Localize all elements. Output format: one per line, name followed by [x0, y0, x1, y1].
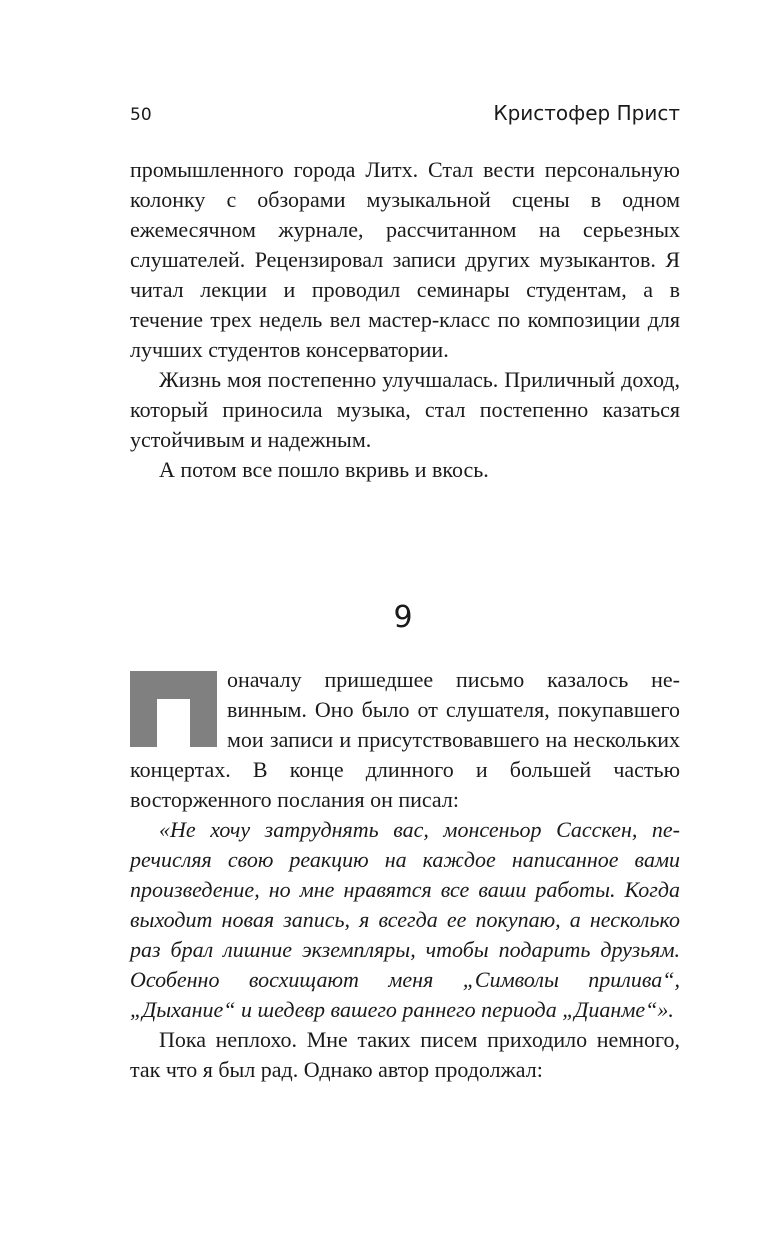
running-head-author: Кристофер Прист: [493, 101, 680, 125]
quoted-letter: «Не хочу затруднять вас, монсеньор Сасскен, перечисляя свою реакцию на каждое написанное вами произведение, но мне нравятся все ваши работы. Когда выходит новая запись, я всегда ее покупаю, а несколько раз брал лишние экземпляры, чтобы подарить друзьям. Особенно восхищают меня „Символы прилива“, „Дыхание“ и шедевр вашего раннего периода „Дианме“».: [130, 817, 680, 1022]
drop-cap-shape-left: [130, 671, 157, 747]
paragraph: Жизнь моя постепенно улучшалась. Приличный доход, который приносила музыка, стал постепенно казаться устойчивым и надежным.: [130, 367, 680, 452]
text-block-before-chapter: [130, 155, 680, 485]
drop-cap: [130, 671, 217, 747]
chapter-number: 9: [393, 600, 413, 635]
running-head: [130, 101, 680, 131]
paragraph: Пока неплохо. Мне таких писем приходило немного, так что я был рад. Однако автор продолжал:: [130, 1027, 680, 1082]
paragraph-continued: промышленного города Литх. Стал вести персональную колонку с обзорами музыкальной сцены в одном ежемесячном журнале, рассчитанном на серьезных слушателей. Рецензировал записи других музыкантов. Я читал лекции и проводил семинары студентам, а в течение трех недель вел мастер-класс по композиции для лучших студентов консерватории.: [130, 157, 680, 362]
page-number: 50: [130, 105, 152, 125]
paragraph: А потом все пошло вкривь и вкось.: [159, 457, 489, 482]
opening-paragraph: [130, 665, 680, 815]
drop-cap-shape-right: [190, 671, 217, 747]
text-block-chapter-9: [130, 665, 680, 1085]
opening-paragraph-text: оначалу пришедшее письмо казалось невинным. Оно было от слушателя, покупавшего мои записи и присутствовавшего на нескольких концертах. В конце длинного и большей частью восторженного послания он писал:: [130, 667, 680, 812]
